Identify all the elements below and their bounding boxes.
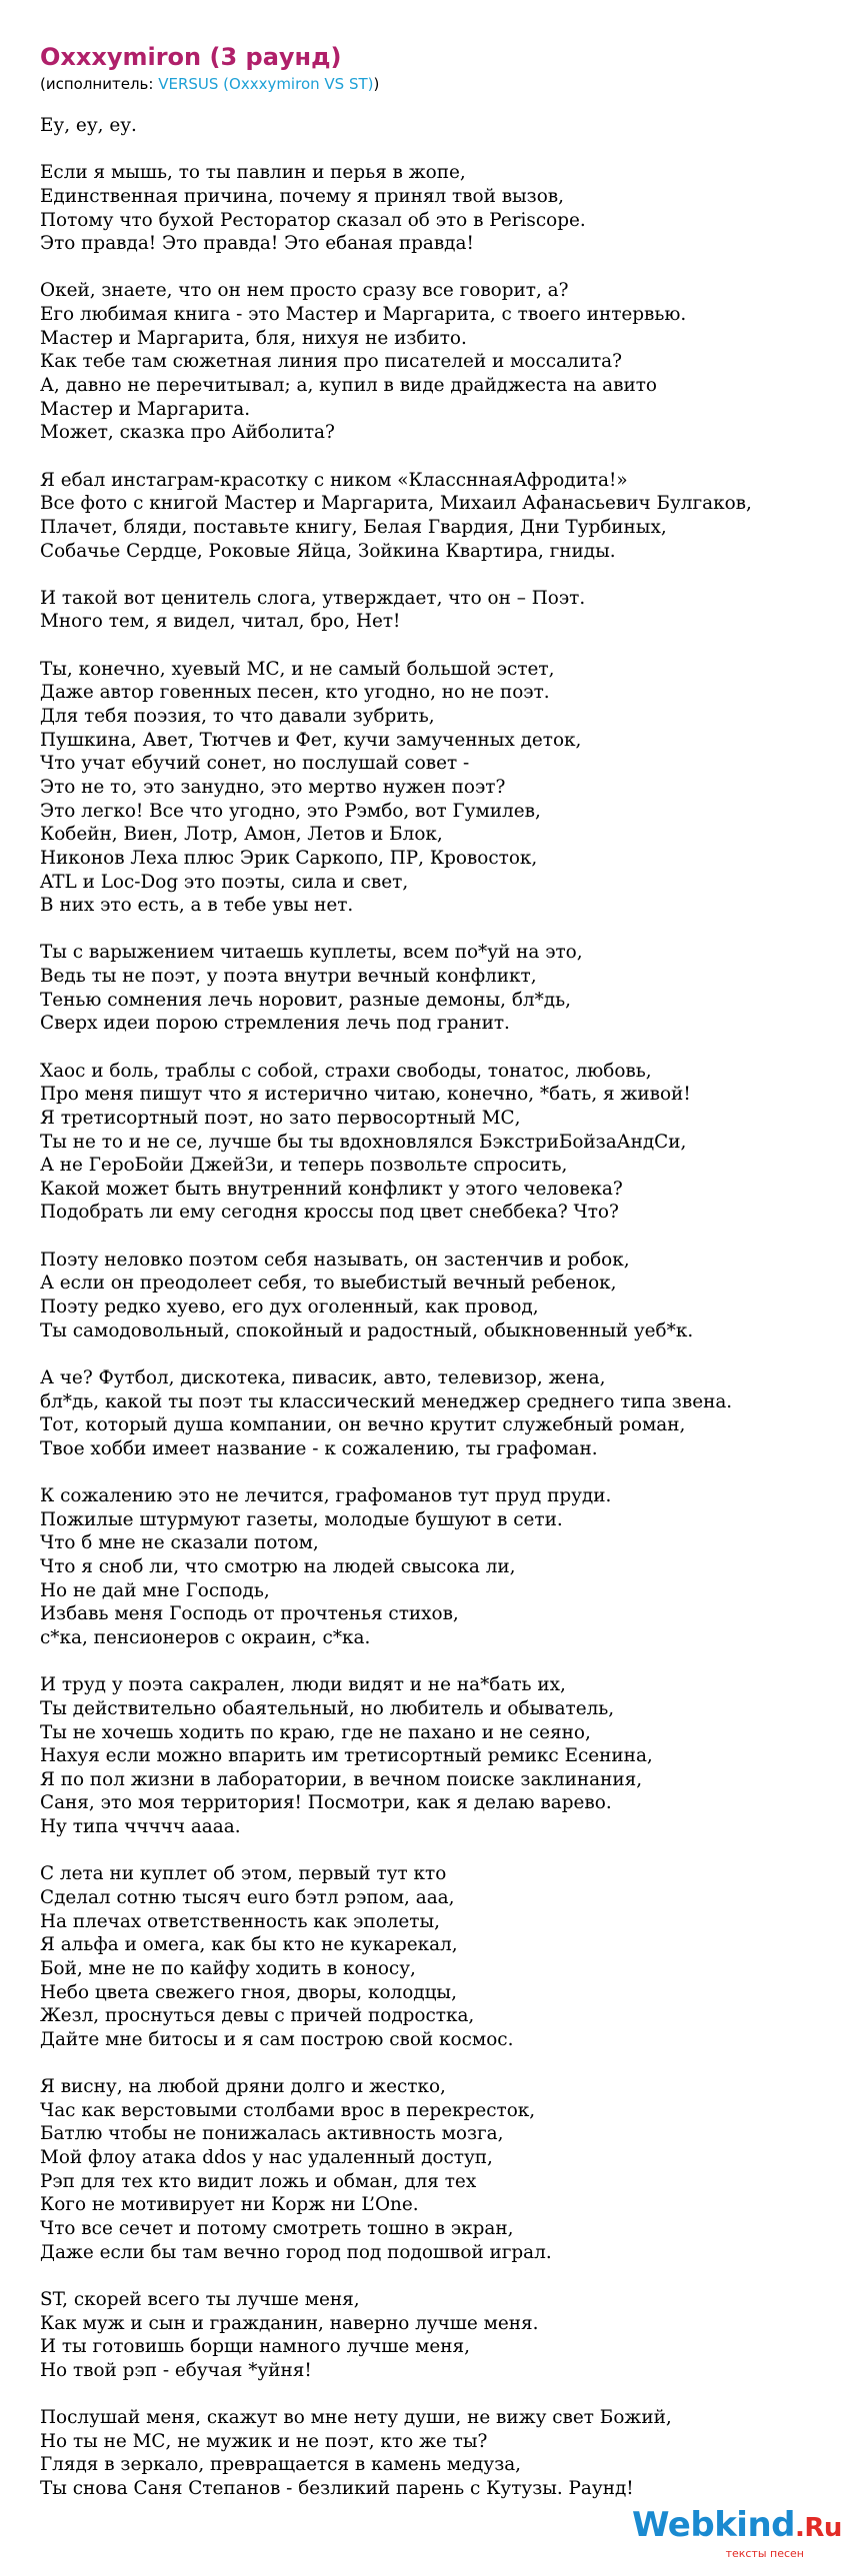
lyrics-text <box>40 114 802 2501</box>
site-tagline: тексты песен <box>725 2547 804 2560</box>
lyrics-line: Если я мышь, то ты павлин и перья в жопе, <box>40 162 466 184</box>
lyrics-line: Небо цвета свежего гноя, дворы, колодцы, <box>40 1981 457 2003</box>
lyrics-line: Ты не то и не се, лучше бы ты вдохновлялся БэкстриБойзаАндСи, <box>40 1131 687 1153</box>
lyrics-line: Это правда! Это правда! Это ебаная правда! <box>40 233 474 255</box>
lyrics-line: Дайте мне битосы и я сам построю свой космос. <box>40 2028 514 2050</box>
lyrics-line: Я ебал инстаграм-красотку с ником «КлассннаяАфродита!» <box>40 469 628 491</box>
lyrics-line: Сверх идеи порою стремления лечь под гранит. <box>40 1013 510 1035</box>
lyrics-line: Что все сечет и потому смотреть тошно в экран, <box>40 2218 514 2240</box>
site-logo[interactable] <box>632 2505 842 2547</box>
lyrics-line: Тот, который душа компании, он вечно крутит служебный роман, <box>40 1414 686 1436</box>
lyrics-stanza <box>40 1484 802 1649</box>
lyrics-line: Ты снова Саня Степанов - безликий парень с Кутузы. Раунд! <box>40 2478 634 2500</box>
lyrics-line: Его любимая книга - это Мастер и Маргарита, с твоего интервью. <box>40 304 687 326</box>
lyrics-line: Рэп для тех кто видит ложь и обман, для тех <box>40 2170 477 2192</box>
lyrics-line: Это легко! Все что угодно, это Рэмбо, вот Гумилев, <box>40 800 541 822</box>
lyrics-line: Пожилые штурмуют газеты, молодые бушуют в сети. <box>40 1508 563 1530</box>
lyrics-line: И труд у поэта сакрален, люди видят и не на*бать их, <box>40 1674 566 1696</box>
lyrics-line: Что я сноб ли, что смотрю на людей свысока ли, <box>40 1556 516 1578</box>
lyrics-line: И ты готовишь борщи намного лучше меня, <box>40 2336 470 2358</box>
lyrics-line: ATL и Loc-Dog это поэты, сила и свет, <box>40 871 409 893</box>
lyrics-line: Для тебя поэзия, то что давали зубрить, <box>40 706 435 728</box>
lyrics-line: Саня, это моя территория! Посмотри, как я делаю варево. <box>40 1792 612 1814</box>
lyrics-line: Но ты не МС, не мужик и не поэт, кто же ты? <box>40 2430 488 2452</box>
lyrics-line: Хаос и боль, траблы с собой, страхи свободы, тонатос, любовь, <box>40 1060 652 1082</box>
lyrics-line: Но не дай мне Господь, <box>40 1579 270 1601</box>
lyrics-line: Все фото с книгой Мастер и Маргарита, Михаил Афанасьевич Булгаков, <box>40 493 752 515</box>
lyrics-line: Послушай меня, скажут во мне нету души, не вижу свет Божий, <box>40 2407 672 2429</box>
lyrics-stanza <box>40 1249 802 1343</box>
lyrics-line: Это не то, это занудно, это мертво нужен поэт? <box>40 776 506 798</box>
lyrics-line: с*ка, пенсионеров с окраин, с*ка. <box>40 1627 371 1648</box>
lyrics-line: А, давно не перечитывал; а, купил в виде драйджеста на авито <box>40 375 657 397</box>
lyrics-line: Кобейн, Виен, Лотр, Амон, Летов и Блок, <box>40 824 443 846</box>
lyrics-line: Единственная причина, почему я принял твой вызов, <box>40 185 564 207</box>
performer-prefix: (исполнитель: <box>40 75 159 93</box>
lyrics-line: Ты, конечно, хуевый МС, и не самый большой эстет, <box>40 658 555 680</box>
lyrics-line: Час как верстовыми столбами врос в перекресток, <box>40 2099 536 2121</box>
song-title: Oxxxymiron (3 раунд) <box>40 43 342 71</box>
lyrics-line: ST, скорей всего ты лучше меня, <box>40 2288 360 2310</box>
performer-line <box>40 74 802 94</box>
lyrics-line: Что б мне не сказали потом, <box>40 1532 319 1554</box>
lyrics-line: бл*дь, какой ты поэт ты классический менеджер среднего типа звена. <box>40 1390 733 1412</box>
lyrics-line: Как муж и сын и гражданин, наверно лучше меня. <box>40 2312 539 2334</box>
lyrics-line: Кого не мотивирует ни Корж ни L’One. <box>40 2194 419 2216</box>
lyrics-line: Даже если бы там вечно город под подошвой играл. <box>40 2241 552 2263</box>
lyrics-line: С лета ни куплет об этом, первый тут кто <box>40 1863 447 1885</box>
lyrics-line: Нахуя если можно впарить им третисортный ремикс Есенина, <box>40 1745 653 1767</box>
performer-suffix: ) <box>373 75 380 93</box>
lyrics-line: Ведь ты не поэт, у поэта внутри вечный конфликт, <box>40 966 537 988</box>
lyrics-line: Какой может быть внутренний конфликт у этого человека? <box>40 1178 623 1200</box>
lyrics-line: Как тебе там сюжетная линия про писателей и моссалита? <box>40 351 622 373</box>
lyrics-stanza <box>40 1366 802 1461</box>
lyrics-line: Ты самодовольный, спокойный и радостный, обыкновенный уеб*к. <box>40 1319 694 1341</box>
lyrics-line: Тенью сомнения лечь норовит, разные демоны, бл*дь, <box>40 989 571 1011</box>
lyrics-stanza <box>40 279 802 444</box>
lyrics-stanza <box>40 658 802 918</box>
lyrics-line: Плачет, бляди, поставьте книгу, Белая Гвардия, Дни Турбиных, <box>40 516 667 538</box>
lyrics-stanza <box>40 2288 802 2383</box>
lyrics-line: Бой, мне не по кайфу ходить в коносу, <box>40 1957 416 1979</box>
lyrics-line: Поэту неловко поэтом себя называть, он застенчив и робок, <box>40 1249 630 1271</box>
lyrics-line: Жезл, проснуться девы с причей подростка, <box>40 2005 475 2027</box>
lyrics-stanza <box>40 1060 802 1225</box>
lyrics-line: К сожалению это не лечится, графоманов тут пруд пруди. <box>40 1485 612 1507</box>
lyrics-line: А не ГероБойи ДжейЗи, и теперь позвольте спросить, <box>40 1155 568 1177</box>
lyrics-stanza <box>40 941 802 1036</box>
lyrics-line: Потому что бухой Ресторатор сказал об это в Periscope. <box>40 209 586 231</box>
lyrics-line: Ты действительно обаятельный, но любитель и обыватель, <box>40 1697 615 1719</box>
lyrics-line: Мастер и Маргарита. <box>40 398 251 420</box>
lyrics-line: Никонов Леха плюс Эрик Саркопо, ПР, Кровосток, <box>40 847 538 869</box>
site-watermark[interactable] <box>632 2505 842 2562</box>
lyrics-line: Может, сказка про Айболита? <box>40 422 335 444</box>
lyrics-line: И такой вот ценитель слога, утверждает, что он – Поэт. <box>40 587 586 609</box>
lyrics-line: Избавь меня Господь от прочтенья стихов, <box>40 1603 459 1625</box>
lyrics-line: Глядя в зеркало, превращается в камень медуза, <box>40 2454 522 2476</box>
lyrics-line: Я по пол жизни в лаборатории, в вечном поиске заклинания, <box>40 1768 643 1790</box>
lyrics-stanza <box>40 1673 802 1838</box>
lyrics-line: Пушкина, Авет, Тютчев и Фет, кучи замученных деток, <box>40 729 582 751</box>
lyrics-line: А че? Футбол, дискотека, пивасик, авто, телевизор, жена, <box>40 1366 606 1388</box>
lyrics-line: Ты не хочешь ходить по краю, где не пахано и не сеяно, <box>40 1721 591 1743</box>
lyrics-line: Мой флоу атака ddos у нас удаленный доступ, <box>40 2147 493 2169</box>
lyrics-line: А если он преодолеет себя, то выебистый вечный ребенок, <box>40 1273 617 1294</box>
lyrics-line: Даже автор говенных песен, кто угодно, но не поэт. <box>40 682 550 704</box>
lyrics-line: Я альфа и омега, как бы кто не кукарекал, <box>40 1934 458 1956</box>
lyrics-line: Еу, еу, еу. <box>40 115 137 136</box>
lyrics-line: На плечах ответственность как эполеты, <box>40 1910 440 1932</box>
lyrics-line: Батлю чтобы не понижалась активность мозга, <box>40 2123 504 2145</box>
lyrics-stanza <box>40 2075 802 2264</box>
lyrics-stanza <box>40 587 802 634</box>
lyrics-stanza <box>40 469 802 564</box>
lyrics-line: Про меня пишут что я истерично читаю, конечно, *бать, я живой! <box>40 1084 691 1106</box>
lyrics-stanza <box>40 114 802 138</box>
logo-main: Webkind <box>632 2505 795 2545</box>
lyrics-line: Но твой рэп - ебучая *уйня! <box>40 2359 312 2381</box>
lyrics-line: Много тем, я видел, читал, бро, Нет! <box>40 611 401 633</box>
lyrics-line: Подобрать ли ему сегодня кроссы под цвет снеббека? Что? <box>40 1202 619 1224</box>
lyrics-line: В них это есть, а в тебе увы нет. <box>40 895 354 917</box>
lyrics-line: Я третисортный поэт, но зато первосортный МС, <box>40 1107 521 1129</box>
lyrics-line: Поэту редко хуево, его дух оголенный, как провод, <box>40 1296 539 1318</box>
lyrics-line: Что учат ебучий сонет, но послушай совет - <box>40 753 470 775</box>
lyrics-line: Сделал сотню тысяч euro бэтл рэпом, ааа, <box>40 1887 455 1909</box>
lyrics-line: Окей, знаете, что он нем просто сразу все говорит, а? <box>40 280 569 302</box>
lyrics-stanza <box>40 1862 802 2051</box>
logo-tld: .Ru <box>795 2513 842 2543</box>
lyrics-line: Ты с варыжением читаешь куплеты, всем по*уй на это, <box>40 942 583 964</box>
performer-link[interactable]: VERSUS (Oxxxymiron VS ST) <box>158 75 374 93</box>
lyrics-line: Мастер и Маргарита, бля, нихуя не избито. <box>40 327 467 349</box>
lyrics-line: Твое хобби имеет название - к сожалению, ты графоман. <box>40 1437 598 1459</box>
lyrics-stanza <box>40 161 802 256</box>
lyrics-line: Собачье Сердце, Роковые Яйца, Зойкина Квартира, гниды. <box>40 540 616 562</box>
lyrics-stanza <box>40 2406 802 2501</box>
lyrics-line: Я висну, на любой дряни долго и жестко, <box>40 2076 446 2098</box>
lyrics-line: Ну типа ччччч аааа. <box>40 1816 241 1838</box>
